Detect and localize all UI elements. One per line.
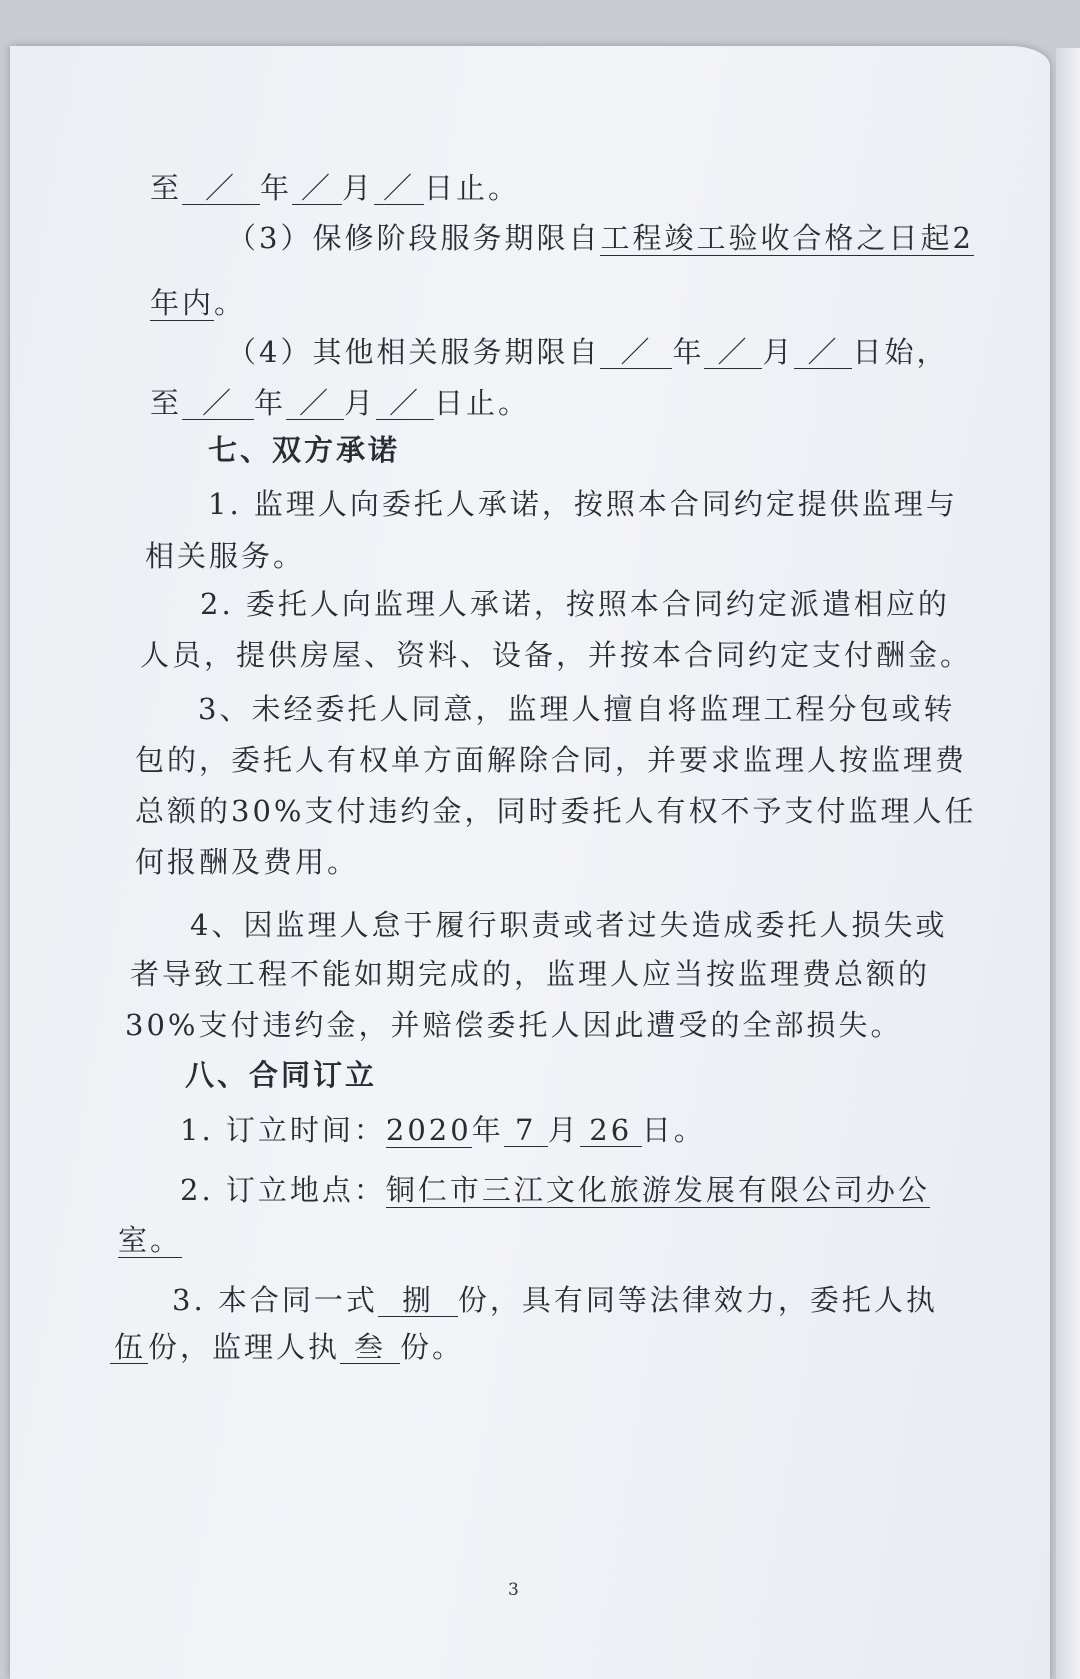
- text-line: 1. 监理人向委托人承诺，按照本合同约定提供监理与: [208, 487, 958, 521]
- text: （3）保修阶段服务期限自: [227, 221, 601, 255]
- blank-day: ／: [376, 387, 434, 420]
- text-line: 何报酬及费用。: [135, 845, 360, 879]
- blank-month: ／: [292, 172, 342, 205]
- text-line: [227, 332, 949, 372]
- place-value: 室。: [118, 1223, 183, 1257]
- text-line: 3、未经委托人同意，监理人擅自将监理工程分包或转: [198, 692, 956, 726]
- text: 日止。: [424, 171, 521, 205]
- text: 年: [672, 335, 705, 369]
- year-value: 2020: [385, 1113, 472, 1147]
- signing-time: [180, 1110, 706, 1150]
- text-line: 30%支付违约金，并赔偿委托人因此遭受的全部损失。: [125, 1008, 903, 1042]
- text-line: 人员，提供房屋、资料、设备，并按本合同约定支付酬金。: [140, 638, 973, 672]
- text-line: [150, 383, 530, 423]
- page-edge: [1056, 48, 1080, 1679]
- month-value: 7: [504, 1114, 548, 1147]
- blank-day: ／: [794, 336, 852, 369]
- total-copies: 捌: [378, 1284, 458, 1317]
- section-heading: 八、合同订立: [185, 1058, 378, 1092]
- text: 日止。: [434, 386, 531, 420]
- text: 日。: [641, 1113, 706, 1147]
- text: 月: [762, 335, 795, 369]
- text: 月: [547, 1113, 580, 1147]
- blank-year: ／: [600, 336, 672, 369]
- blank-year: ／: [182, 172, 260, 205]
- text-line: 包的，委托人有权单方面解除合同，并要求监理人按监理费: [135, 743, 968, 777]
- underlined-text: 年内: [150, 286, 215, 320]
- section-heading: 七、双方承诺: [208, 433, 401, 467]
- text: 年: [260, 171, 293, 205]
- text-line: [150, 283, 246, 323]
- client-copies: 伍: [110, 1331, 148, 1364]
- text: 。: [214, 286, 247, 320]
- blank-month: ／: [286, 387, 344, 420]
- day-value: 26: [580, 1114, 642, 1147]
- text-line: [118, 1220, 182, 1260]
- text-line: 者导致工程不能如期完成的，监理人应当按监理费总额的: [130, 957, 931, 991]
- text: 年: [471, 1113, 504, 1147]
- blank-month: ／: [704, 336, 762, 369]
- copies-line: [172, 1280, 938, 1320]
- text: （4）其他相关服务期限自: [227, 335, 601, 369]
- text: 至: [150, 386, 183, 420]
- underlined-text: 工程竣工验收合格之日起2: [600, 221, 974, 255]
- text: 月: [344, 386, 377, 420]
- text: 3. 本合同一式: [172, 1283, 378, 1317]
- text: 1. 订立时间：: [180, 1113, 386, 1147]
- text-line: 相关服务。: [145, 539, 306, 573]
- text: 份。: [400, 1330, 465, 1364]
- text: 份，具有同等法律效力，委托人执: [457, 1283, 938, 1317]
- blank-year: ／: [182, 387, 254, 420]
- text: 年: [254, 386, 287, 420]
- text-line: [227, 218, 974, 258]
- signing-place: [180, 1170, 930, 1210]
- place-value: 铜仁市三江文化旅游发展有限公司办公: [385, 1173, 930, 1207]
- text: 2. 订立地点：: [180, 1173, 386, 1207]
- copies-line: [110, 1327, 464, 1367]
- text: 日始，: [852, 335, 949, 369]
- text-line: 2. 委托人向监理人承诺，按照本合同约定派遣相应的: [200, 587, 950, 621]
- text-line: 总额的30%支付违约金，同时委托人有权不予支付监理人任: [135, 794, 977, 828]
- supervisor-copies: 叁: [340, 1331, 400, 1364]
- text: 月: [342, 171, 375, 205]
- text: 至: [150, 171, 183, 205]
- text: 份，监理人执: [148, 1330, 341, 1364]
- page-number: 3: [508, 1580, 519, 1600]
- text-line: 4、因监理人怠于履行职责或者过失造成委托人损失或: [190, 908, 948, 942]
- text-line: [150, 168, 520, 208]
- blank-day: ／: [374, 172, 424, 205]
